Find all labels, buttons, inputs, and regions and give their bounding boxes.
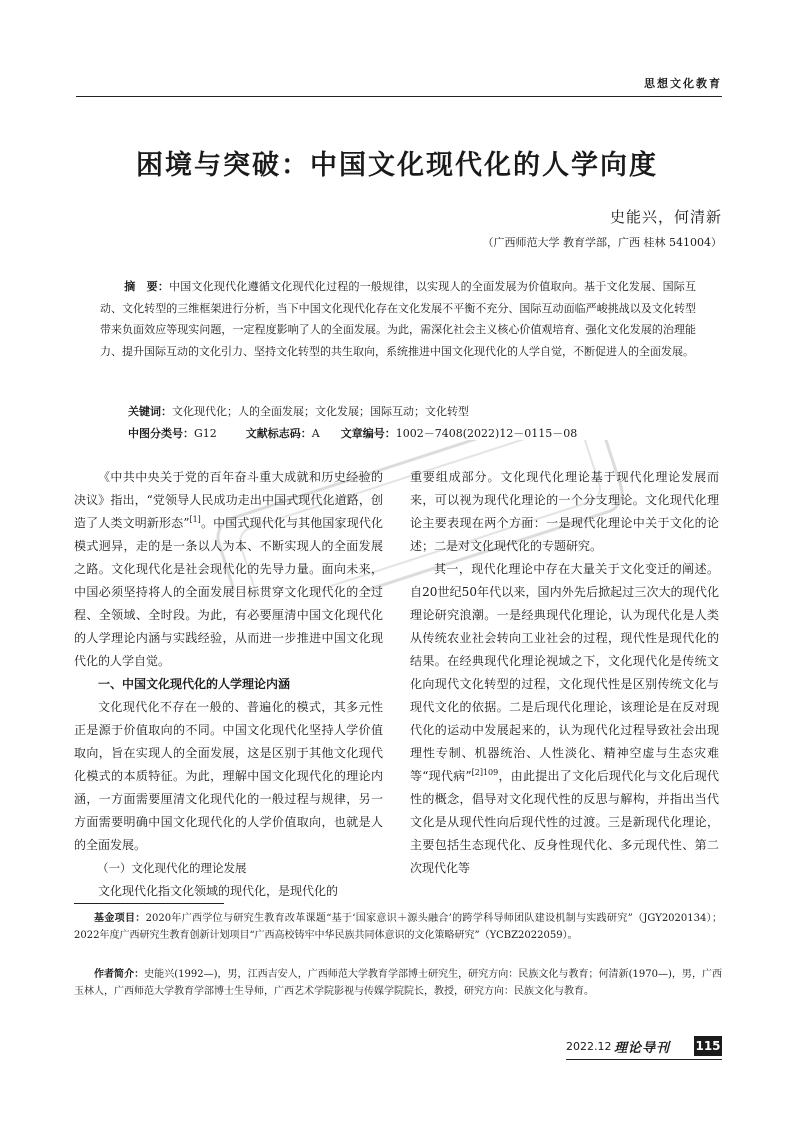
doc-code: A <box>311 427 320 440</box>
doc-code-label: 文献标志码： <box>245 427 312 440</box>
paragraph: 重要组成部分。文化现代化理论基于现代化理论发展而来，可以视为现代化理论的一个分支理论。文化现代化理论主要表现在两个方面：一是现代化理论中关于文化的论述；二是对文化现代化的专题研究。 <box>410 470 719 553</box>
article-no: 1002－7408(2022)12－0115－08 <box>395 427 578 440</box>
keywords-line <box>128 403 469 419</box>
affiliation: （广西师范大学 教育学部，广西 桂林 541004） <box>482 236 722 249</box>
section-name: 思想文化教育 <box>644 77 722 90</box>
abstract-label: 摘 要： <box>124 280 170 293</box>
fund-note <box>74 910 722 944</box>
footnote-rule <box>74 903 224 904</box>
author-label: 作者简介： <box>94 969 145 980</box>
journal-name: 理论导刊 <box>614 1041 671 1056</box>
clc-label: 中图分类号： <box>128 427 194 440</box>
classification-line <box>128 425 577 441</box>
paragraph: 文化现代化指文化领域的现代化，是现代化的 <box>98 884 339 898</box>
body-column-left <box>74 466 383 903</box>
author-text: 史能兴(1992—)，男，江西吉安人，广西师范大学教育学部博士研究生，研究方向：民族文化与教育；何清新(1970—)，男，广西玉林人，广西师范大学教育学部博士生导师，广西艺术学院影视与传媒学院院长，教授，研究方向：民族文化与教育。 <box>74 969 722 997</box>
fund-text: 2020年广西学位与研究生教育改革课题“基于‘国家意识＋源头融合’的跨学科导师团队建设机制与实践研究”（JGY2020134）；2022年度广西研究生教育创新计划项目“广西高校铸牢中华民族共同体意识的文化策略研究”（YCBZ2022059）。 <box>74 913 722 941</box>
abstract-text: 中国文化现代化遵循文化现代化过程的一般规律，以实现人的全面发展为价值取向。基于文化发展、国际互动、文化转型的三维框架进行分析，当下中国文化现代化存在文化发展不平衡不充分、国际互动面临严峻挑战以及文化转型带来负面效应等现实问题，一定程度影响了人的全面发展。为此，需深化社会主义核心价值观培育、强化文化发展的治理能力、提升国际互动的文化引力、坚持文化转型的共生取向，系统推进中国文化现代化的人学自觉，不断促进人的全面发展。 <box>100 280 697 358</box>
paragraph: 其一，现代化理论中存在大量关于文化变迁的阐述。自20世纪50年代以来，国内外先后掀起过三次大的现代化理论研究浪潮。一是经典现代化理论，认为现代化是人类从传统农业社会转向工业社会的过程，现代性是现代化的结果。在经典现代化理论视域之下，文化现代化是传统文化向现代文化转型的过程，文化现代性是区别传统文化与现代文化的依据。二是后现代化理论，该理论是在反对现代化的运动中发展起来的，认为现代化过程导致社会出现理性专制、机器统治、人性淡化、精神空虚与生态灾难等“现代病”$^{[2]109}$，由此提出了文化后现代化与文化后现代性的概念，倡导对文化现代性的反思与解构，并指出当代文化是从现代性向后现代性的过渡。三是新现代化理论，主要包括生态现代化、反身性现代化、多元现代性、第二次现代化等 <box>410 562 719 875</box>
article-title: 困境与突破：中国文化现代化的人学向度 <box>136 150 658 181</box>
paragraph: 《中共中央关于党的百年奋斗重大成就和历史经验的决议》指出，“党领导人民成功走出中国式现代化道路，创造了人类文明新形态”[1]。中国式现代化与其他国家现代化模式迥异，走的是一条以人为本、不断实现人的全面发展之路。文化现代化是社会现代化的先导力量。面向未来，中国必须坚持将人的全面发展目标贯穿文化现代化的全过程、全领域、全时段。为此，有必要厘清中国文化现代化的人学理论内涵与实践经验，从而进一步推进中国文化现代化的人学自觉。 <box>74 470 383 668</box>
keywords-label: 关键词： <box>128 405 172 418</box>
header-rule <box>76 96 722 97</box>
fund-label: 基金项目： <box>94 913 146 924</box>
citation-ref: [1] <box>189 515 201 524</box>
keywords: 文化现代化；人的全面发展；文化发展；国际互动；文化转型 <box>172 405 469 418</box>
paragraph: 文化现代化不存在一般的、普遍化的模式，其多元性正是源于价值取向的不同。中国文化现代化坚持人学价值取向，旨在实现人的全面发展，这是区别于其他文化现代化模式的本质特征。为此，理解中国文化现代化的理论内涵，一方面需要厘清文化现代化的一般过程与规律，另一方面需要明确中国文化现代化的人学价值取向，也就是人的全面发展。 <box>74 700 383 852</box>
clc-code: G12 <box>194 427 217 440</box>
subsection-heading: （一）文化现代化的理论发展 <box>97 861 247 875</box>
article-no-label: 文章编号： <box>340 427 396 440</box>
footer-rule <box>566 1059 722 1060</box>
page-number: 115 <box>694 1036 722 1056</box>
author-note <box>74 966 722 1000</box>
citation-ref: [2]109 <box>471 768 499 777</box>
footer-date: 2022.12 <box>566 1040 612 1053</box>
section-heading: 一、中国文化现代化的人学理论内涵 <box>98 677 291 691</box>
body-column-right <box>410 466 719 880</box>
abstract <box>100 276 696 362</box>
authors: 史能兴，何清新 <box>609 208 722 226</box>
